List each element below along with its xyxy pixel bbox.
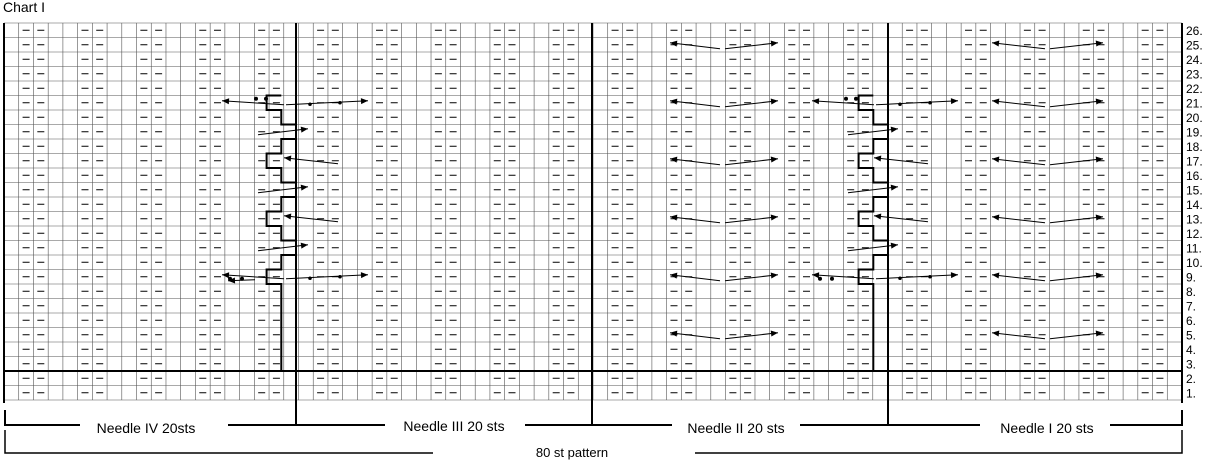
cable-arrow — [284, 158, 338, 164]
cable-arrow-head — [301, 127, 308, 133]
bead-dot — [254, 97, 258, 101]
needle-i-label: Needle I 20 sts — [1000, 420, 1094, 436]
cable-arrow-head — [1096, 215, 1103, 221]
cable-arrow-head — [670, 41, 677, 47]
pattern-label: 80 st pattern — [535, 445, 609, 460]
cable-arrow-head — [874, 156, 881, 162]
cable-arrow — [670, 217, 720, 223]
needle-iii-label: Needle III 20 sts — [403, 418, 505, 434]
row-number-label: 16. — [1186, 168, 1203, 183]
cable-arrow-head — [284, 156, 291, 162]
cable-arrow — [670, 43, 720, 49]
cable-arrow — [992, 217, 1045, 223]
cable-arrow — [670, 101, 720, 107]
cable-arrow-head — [670, 215, 677, 221]
row-number-label: 23. — [1186, 67, 1203, 82]
cable-arrow-head — [1096, 273, 1103, 279]
cable-arrow — [1050, 159, 1103, 165]
cable-arrow — [1050, 333, 1103, 339]
cable-arrow — [670, 275, 720, 281]
cable-arrow — [992, 101, 1045, 107]
cable-arrow-head — [992, 41, 999, 47]
cable-arrow-head — [361, 98, 368, 104]
cable-arrow — [992, 333, 1045, 339]
row-number-label: 5. — [1186, 328, 1197, 343]
cable-arrow — [725, 333, 778, 339]
cable-arrow — [670, 159, 720, 165]
row-number-label: 8. — [1186, 284, 1197, 299]
cable-arrow — [258, 129, 308, 135]
cable-arrow — [1050, 43, 1103, 49]
needle-iv-label: Needle IV 20sts — [96, 420, 196, 436]
cable-arrow — [992, 159, 1045, 165]
bead-dot — [818, 277, 822, 281]
row-number-label: 26. — [1186, 23, 1203, 38]
row-number-label: 14. — [1186, 197, 1203, 212]
bead-dot — [844, 97, 848, 101]
cable-arrow-head — [222, 98, 229, 104]
cable-arrow — [725, 43, 778, 49]
row-number-label: 3. — [1186, 357, 1197, 372]
row-number-label: 13. — [1186, 212, 1203, 227]
cable-arrow-head — [1096, 41, 1103, 47]
bead-dot — [308, 102, 312, 106]
needle-iv-bracket — [5, 410, 80, 425]
cable-arrow-head — [874, 214, 881, 220]
bead-dot — [898, 276, 902, 280]
cable-arrow-head — [891, 185, 898, 191]
cable-arrow — [874, 216, 928, 222]
bead-dot — [928, 275, 932, 279]
row-number-label: 15. — [1186, 183, 1203, 198]
bead-dot — [854, 97, 858, 101]
cable-arrow-head — [992, 273, 999, 279]
row-number-label: 4. — [1186, 342, 1197, 357]
cable-arrow — [1050, 101, 1103, 107]
cable-arrow-head — [891, 243, 898, 249]
cable-arrow — [1050, 275, 1103, 281]
cable-arrow-head — [670, 273, 677, 279]
row-number-label: 17. — [1186, 154, 1203, 169]
row-number-label: 25. — [1186, 38, 1203, 53]
row-number-label: 20. — [1186, 110, 1203, 125]
cable-arrow-head — [992, 157, 999, 163]
row-number-label: 21. — [1186, 96, 1203, 111]
row-number-label: 22. — [1186, 81, 1203, 96]
row-number-labels — [1186, 24, 1203, 401]
cable-arrow — [725, 159, 778, 165]
cable-arrow-head — [771, 99, 778, 105]
row-number-label: 12. — [1186, 226, 1203, 241]
row-number-label: 18. — [1186, 139, 1203, 154]
cable-arrow-head — [301, 185, 308, 191]
chart-title: Chart I — [3, 0, 46, 15]
cable-arrow-head — [771, 41, 778, 47]
cable-arrow — [992, 275, 1045, 281]
cable-arrow — [992, 43, 1045, 49]
needle-ii-label: Needle II 20 sts — [687, 420, 785, 436]
cable-arrow-head — [812, 272, 819, 278]
cable-arrow-head — [992, 331, 999, 337]
bead-dot — [338, 101, 342, 105]
cable-arrow-head — [771, 215, 778, 221]
cable-arrow-head — [1096, 99, 1103, 105]
cable-arrow-head — [361, 272, 368, 278]
cable-arrow-head — [670, 157, 677, 163]
row-number-label: 19. — [1186, 125, 1203, 140]
bead-dot — [338, 275, 342, 279]
cable-arrow — [1050, 217, 1103, 223]
cable-arrow — [258, 245, 308, 251]
cable-arrow-head — [301, 243, 308, 249]
cable-arrow-head — [992, 215, 999, 221]
row-number-label: 7. — [1186, 299, 1197, 314]
cable-arrow-head — [771, 331, 778, 337]
row-number-label: 10. — [1186, 255, 1203, 270]
row-number-label: 1. — [1186, 386, 1197, 401]
cable-arrow — [725, 217, 778, 223]
cable-arrow — [725, 275, 778, 281]
cable-arrow-head — [1096, 157, 1103, 163]
cable-arrow — [258, 187, 308, 193]
cable-arrow-head — [1096, 331, 1103, 337]
cable-arrow — [284, 216, 338, 222]
row-number-label: 24. — [1186, 52, 1203, 67]
cable-arrow-head — [771, 157, 778, 163]
bead-dot — [308, 276, 312, 280]
cable-arrow-head — [284, 214, 291, 220]
cable-arrow-head — [992, 99, 999, 105]
row-number-label: 9. — [1186, 270, 1197, 285]
row-number-label: 6. — [1186, 313, 1197, 328]
cable-arrow-head — [812, 98, 819, 104]
cable-arrow — [874, 158, 928, 164]
cable-arrow-head — [670, 99, 677, 105]
needle-i-bracket — [1110, 410, 1182, 425]
bead-dot — [928, 101, 932, 105]
row-number-label: 2. — [1186, 371, 1197, 386]
cable-arrow-head — [670, 331, 677, 337]
cable-arrow — [670, 333, 720, 339]
bead-dot — [898, 102, 902, 106]
cable-arrow-head — [771, 273, 778, 279]
row-number-label: 11. — [1186, 241, 1202, 256]
cable-arrow-head — [951, 272, 958, 278]
cable-arrow-head — [951, 98, 958, 104]
bead-dot — [830, 277, 834, 281]
cable-arrow-head — [891, 127, 898, 133]
cable-border — [267, 96, 296, 372]
cable-arrow — [725, 101, 778, 107]
cable-arrow-head — [222, 272, 229, 278]
